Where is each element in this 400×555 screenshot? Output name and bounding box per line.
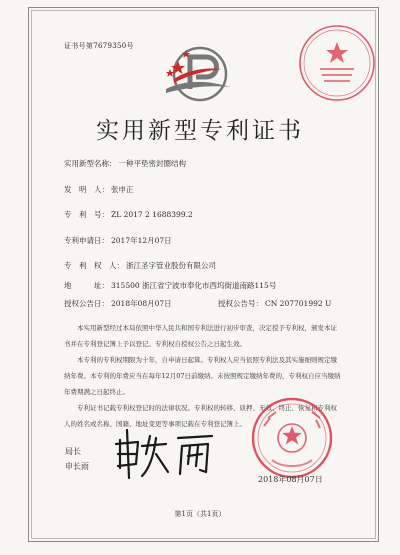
official-seal-icon (250, 396, 334, 480)
field-label: 专 利 权 人： (64, 261, 124, 270)
field-label: 授权公告日： (64, 299, 109, 308)
director-label: 局长 (65, 447, 81, 456)
sipo-logo-icon (160, 37, 246, 107)
page-footer: 第1页（共1页） (174, 510, 226, 518)
seal-date: 2018年08月07日 (258, 475, 323, 484)
field-grant-date (64, 298, 172, 309)
field-value: 张申正 (111, 185, 134, 194)
field-label: 专利申请日： (64, 236, 109, 245)
field-grant-number (218, 298, 331, 309)
paragraph-grant-statement: 本实用新型经过本局依照中华人民共和国专利法进行初步审查，决定授予专利权，颁发本证书并在专利登记簿上予以登记。专利权自授权公告之日起生效。 (64, 324, 337, 349)
field-filing-date (64, 235, 172, 246)
paragraph-term-and-fees: 本专利的专利权期限为十年，自申请日起算。专利权人应当依照专利法及其实施细则规定缴纳年费。本专利的年费应当在每年12月07日前缴纳。未按照规定缴纳年费的，专利权自应当缴纳年费期满之日起终止。 (64, 356, 341, 397)
field-label: 实用新型名称： (64, 159, 117, 168)
top-right-seal-icon (296, 22, 378, 104)
field-label: 发 明 人： (64, 185, 109, 194)
director-signature-icon (112, 424, 222, 480)
field-value: 浙江圣字管业股份有限公司 (126, 261, 216, 270)
certificate-title: 实用新型专利证书 (96, 118, 304, 144)
field-label: 专 利 号： (64, 210, 109, 219)
field-value: CN 207701992 U (265, 299, 332, 308)
field-patentee (64, 260, 216, 271)
field-value: 315500 浙江省宁波市奉化市西坞街道南路115号 (111, 281, 277, 290)
field-value: ZL 2017 2 1688399.2 (111, 210, 193, 219)
field-patent-number (64, 209, 193, 220)
field-label: 授权公告号： (218, 299, 263, 308)
field-value: 2017年12月07日 (111, 236, 172, 245)
field-inventor (64, 184, 134, 195)
field-value: 一种平垫密封圈结构 (118, 159, 186, 168)
field-address (64, 280, 276, 291)
certificate-number: 证书号第7679350号 (64, 42, 134, 50)
field-value: 2018年08月07日 (111, 299, 172, 308)
field-utility-model-name (64, 158, 186, 169)
director-name: 申长雨 (65, 462, 89, 471)
paragraph-legal-status: 专利证书记载专利权登记时的法律状况。专利权的转移、质押、无效、终止、恢复和专利权人的姓名或名称、国籍、地址变更等事项记载在专利登记簿上。 (64, 404, 337, 429)
field-label: 地 址： (64, 281, 109, 290)
